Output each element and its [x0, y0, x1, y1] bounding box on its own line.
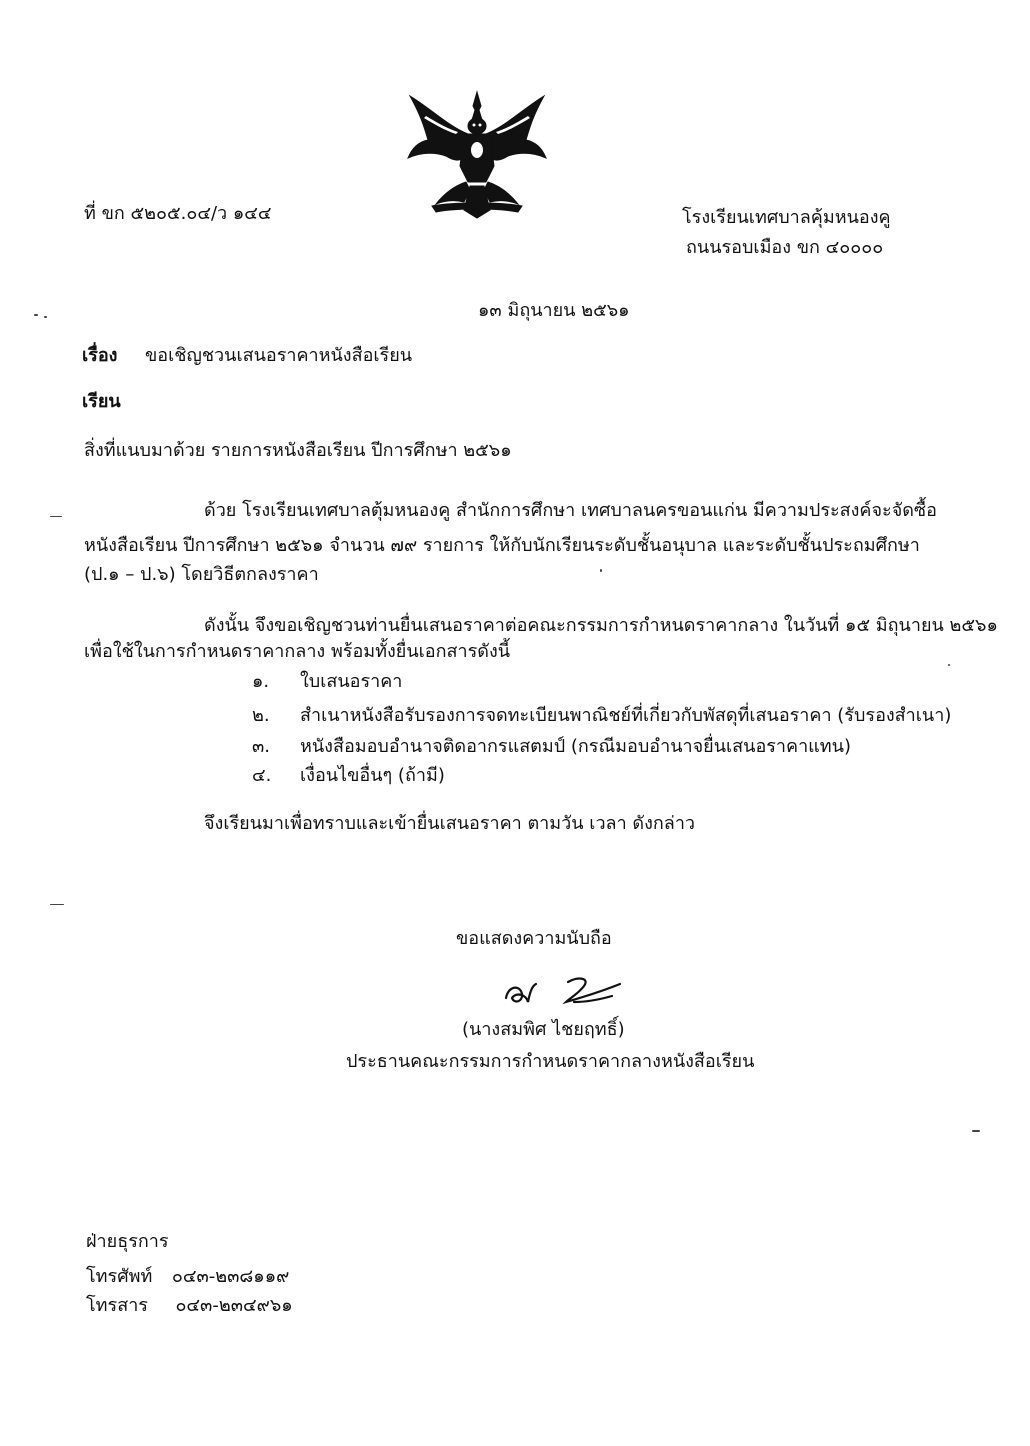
list-item [252, 670, 952, 696]
fax-label: โทรสาร [86, 1295, 148, 1316]
sender-name: โรงเรียนเทศบาลคุ้มหนองคู [682, 207, 891, 228]
list-item-number: ๓. [252, 736, 271, 757]
footer-fax [86, 1294, 293, 1318]
list-item [252, 764, 952, 790]
paragraph1-line: หนังสือเรียน ปีการศึกษา ๒๕๖๑ จำนวน ๗๙ รายการ ให้กับนักเรียนระดับชั้นอนุบาล และระดับชั้นประถมศึกษา [84, 535, 920, 556]
list-item-text: สำเนาหนังสือรับรองการจดทะเบียนพาณิชย์ที่เกี่ยวกับพัสดุที่เสนอราคา (รับรองสำเนา) [300, 705, 952, 726]
list-item-number: ๔. [252, 765, 272, 786]
telephone-label: โทรศัพท์ [86, 1266, 153, 1287]
signer-name: (นางสมพิศ ไชยฤทธิ์) [462, 1019, 625, 1040]
scan-speck [50, 516, 62, 517]
scan-speck [600, 569, 602, 572]
fax-number: ๐๔๓-๒๓๔๙๖๑ [175, 1295, 293, 1316]
paragraph2-line: ดังนั้น จึงขอเชิญชวนท่านยื่นเสนอราคาต่อคณะกรรมการกำหนดราคากลาง ในวันที่ ๑๕ มิถุนายน ๒๕๖๑ [204, 615, 998, 636]
list-item-text: หนังสือมอบอำนาจติดอากรแสตมป์ (กรณีมอบอำนาจยื่นเสนอราคาแทน) [300, 736, 851, 757]
letter-date: ๑๓ มิถุนายน ๒๕๖๑ [478, 300, 630, 321]
paragraph1-line: ด้วย โรงเรียนเทศบาลตุ้มหนองคู สำนักการศึกษา เทศบาลนครขอนแก่น มีความประสงค์จะจัดซื้อ [204, 500, 937, 521]
handwritten-signature [496, 968, 636, 1016]
subject-label: เรื่อง [82, 345, 118, 366]
scan-speck [972, 1130, 980, 1132]
sender-address: ถนนรอบเมือง ขก ๔๐๐๐๐ [686, 237, 884, 258]
regards-line: ขอแสดงความนับถือ [456, 928, 612, 949]
enclosure-line: สิ่งที่แนบมาด้วย รายการหนังสือเรียน ปีการศึกษา ๒๕๖๑ [84, 440, 512, 461]
required-documents-list [252, 670, 952, 800]
recipient-label: เรียน [82, 391, 121, 412]
list-item [252, 735, 952, 761]
scan-speck [44, 316, 47, 318]
footer-telephone [86, 1265, 289, 1289]
paragraph1-line: (ป.๑ – ป.๖) โดยวิธีตกลงราคา [84, 564, 319, 585]
garuda-emblem-icon [402, 86, 552, 222]
scan-speck [948, 664, 950, 666]
scan-speck [34, 314, 38, 316]
signer-title: ประธานคณะกรรมการกำหนดราคากลางหนังสือเรียน [346, 1051, 755, 1072]
telephone-number: ๐๔๓-๒๓๘๑๑๙ [171, 1266, 290, 1287]
list-item-text: ใบเสนอราคา [300, 671, 403, 692]
list-item [252, 704, 952, 730]
scan-speck [50, 904, 64, 905]
reference-number: ที่ ขก ๕๒๐๕.๐๔/ว ๑๔๔ [84, 203, 272, 224]
footer-department: ฝ่ายธุรการ [86, 1231, 169, 1252]
subject-text: ขอเชิญชวนเสนอราคาหนังสือเรียน [145, 345, 413, 366]
paragraph2-line: เพื่อใช้ในการกำหนดราคากลาง พร้อมทั้งยื่นเอกสารดังนี้ [84, 641, 511, 662]
list-item-number: ๒. [252, 705, 270, 726]
list-item-text: เงื่อนไขอื่นๆ (ถ้ามี) [300, 765, 445, 786]
closing-line: จึงเรียนมาเพื่อทราบและเข้ายื่นเสนอราคา ตามวัน เวลา ดังกล่าว [204, 813, 696, 834]
list-item-number: ๑. [252, 671, 270, 692]
